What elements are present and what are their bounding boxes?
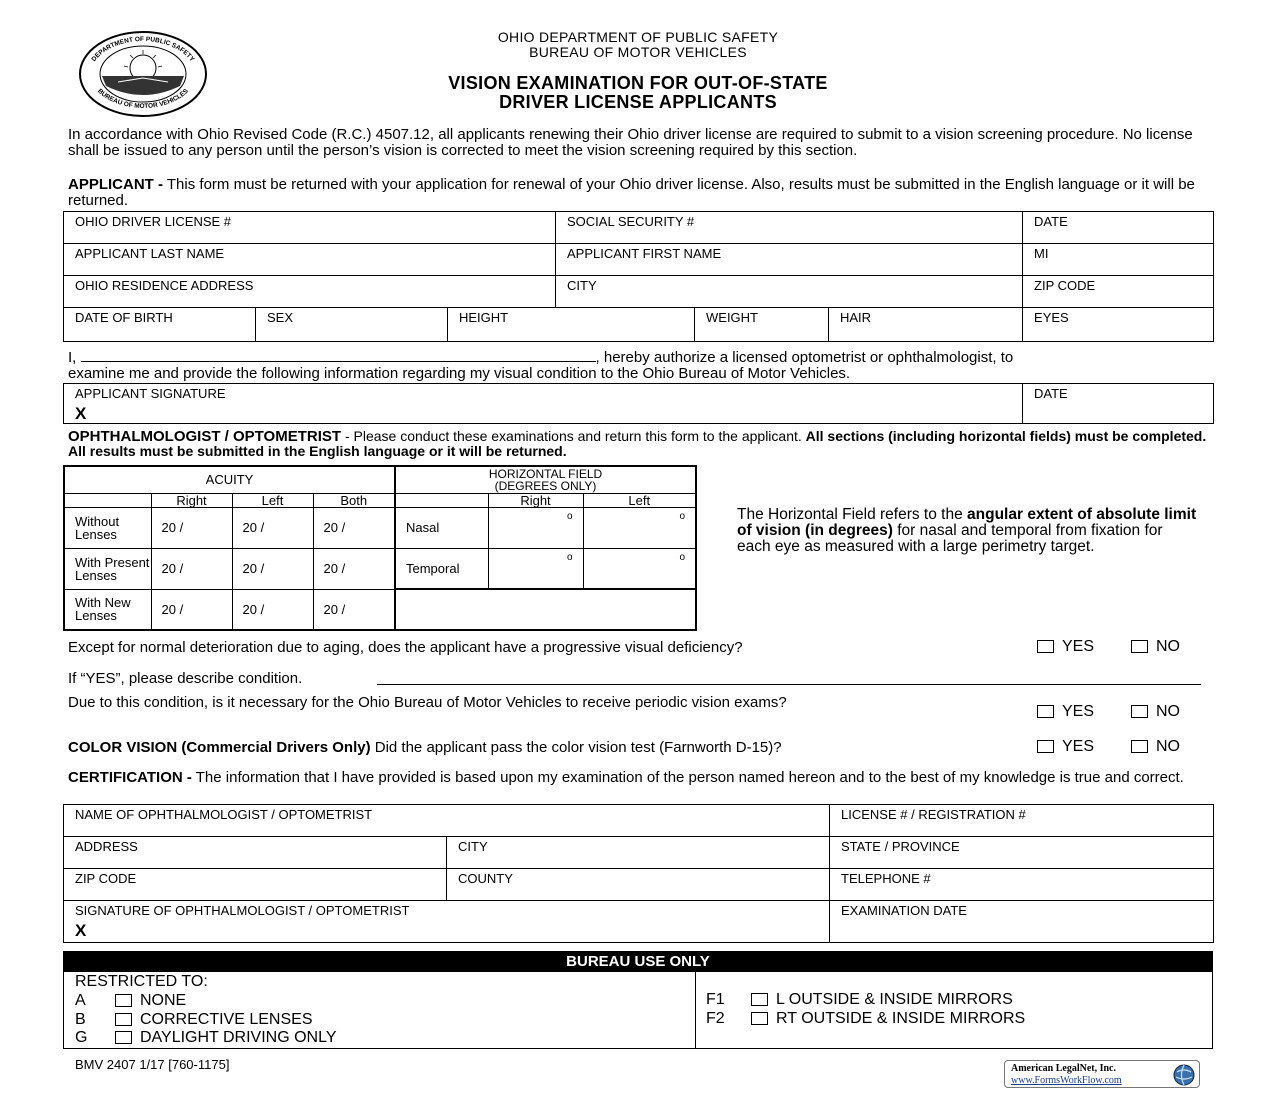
question-progressive: Except for normal deterioration due to aging, does the applicant have a progressive visual deficiency? bbox=[68, 639, 743, 656]
legalnet-name: American LegalNet, Inc. bbox=[1011, 1063, 1116, 1074]
restriction-f2-checkbox[interactable] bbox=[751, 1012, 768, 1025]
seal-bottom-text: BUREAU OF MOTOR VEHICLES bbox=[96, 87, 190, 111]
temporal-label: Temporal bbox=[395, 548, 488, 589]
degree-symbol: o bbox=[679, 551, 685, 563]
certification-text: The information that I have provided is based upon my examination of the person named hereon and to the best of my knowledge is true and correct. bbox=[191, 769, 1184, 786]
applicant-heading: APPLICANT - bbox=[68, 176, 163, 193]
q1-no-label: NO bbox=[1156, 638, 1180, 655]
doctor-name-field[interactable] bbox=[64, 805, 830, 837]
sex-field[interactable] bbox=[256, 308, 448, 342]
degree-symbol: o bbox=[566, 551, 573, 563]
question-periodic: Due to this condition, is it necessary for the Ohio Bureau of Motor Vehicles to receive periodic vision exams? bbox=[68, 694, 787, 711]
applicant-instructions bbox=[68, 177, 1208, 208]
doctor-phone-label: TELEPHONE # bbox=[841, 871, 931, 886]
doctor-signature-field[interactable] bbox=[64, 901, 830, 943]
hf-nasal-left[interactable] bbox=[583, 507, 696, 548]
restriction-daylight[interactable] bbox=[75, 1029, 336, 1047]
certification-table bbox=[63, 804, 1214, 943]
doctor-state-field[interactable] bbox=[830, 837, 1214, 869]
applicant-signature-field[interactable] bbox=[64, 384, 1023, 424]
q1-yes-checkbox[interactable] bbox=[1037, 640, 1054, 653]
authorize-line2: examine me and provide the following information regarding my visual condition to the Ohio Bureau of Motor Vehicles. bbox=[68, 365, 851, 382]
doctor-license-field[interactable] bbox=[830, 805, 1214, 837]
doctor-name-label: NAME OF OPHTHALMOLOGIST / OPTOMETRIST bbox=[75, 807, 373, 822]
restriction-corrective[interactable] bbox=[75, 1011, 312, 1029]
row-label-present-lenses: With Present Lenses bbox=[64, 548, 151, 589]
q1-no-option[interactable] bbox=[1131, 638, 1180, 656]
restriction-f1[interactable] bbox=[706, 991, 1013, 1009]
agency-header bbox=[388, 30, 888, 60]
degree-symbol: o bbox=[679, 510, 685, 522]
doctor-address-label: ADDRESS bbox=[75, 839, 138, 854]
first-name-label: APPLICANT FIRST NAME bbox=[567, 246, 722, 261]
restriction-f2[interactable] bbox=[706, 1010, 1025, 1028]
dob-label: DATE OF BIRTH bbox=[75, 310, 173, 325]
acuity-present-left[interactable]: 20 / bbox=[232, 548, 313, 589]
restriction-label: L OUTSIDE & INSIDE MIRRORS bbox=[776, 991, 1013, 1008]
applicant-signature-date-field[interactable] bbox=[1023, 384, 1214, 424]
legalnet-url: www.FormsWorkFlow.com bbox=[1011, 1075, 1122, 1086]
hair-label: HAIR bbox=[840, 310, 872, 325]
restriction-corrective-checkbox[interactable] bbox=[115, 1013, 132, 1026]
acuity-present-right[interactable]: 20 / bbox=[151, 548, 232, 589]
acuity-table bbox=[63, 465, 697, 631]
doctor-zip-label: ZIP CODE bbox=[75, 871, 137, 886]
applicant-signature-x: X bbox=[75, 404, 87, 423]
q1-yes-label: YES bbox=[1062, 638, 1095, 655]
eyes-field[interactable] bbox=[1023, 308, 1214, 342]
q1-yes-option[interactable] bbox=[1037, 638, 1094, 656]
describe-label: If “YES”, please describe condition. bbox=[68, 670, 303, 687]
restriction-code: B bbox=[75, 1011, 86, 1028]
hf-nasal-right[interactable] bbox=[488, 507, 583, 548]
question-color-vision bbox=[68, 739, 782, 756]
applicant-name-blank[interactable] bbox=[81, 349, 596, 362]
height-label: HEIGHT bbox=[459, 310, 509, 325]
applicant-signature-table bbox=[63, 383, 1214, 424]
restriction-code: F1 bbox=[706, 991, 725, 1008]
hf-temporal-left[interactable] bbox=[583, 548, 696, 589]
bureau-name: BUREAU OF MOTOR VEHICLES bbox=[529, 44, 747, 60]
weight-field[interactable] bbox=[695, 308, 829, 342]
restriction-code: A bbox=[75, 992, 86, 1009]
zip-field[interactable] bbox=[1023, 276, 1214, 308]
acuity-without-left[interactable]: 20 / bbox=[232, 507, 313, 548]
color-no-label: NO bbox=[1156, 738, 1180, 755]
acuity-without-both[interactable]: 20 / bbox=[313, 507, 395, 548]
sex-label: SEX bbox=[267, 310, 294, 325]
seal-top-text: DEPARTMENT OF PUBLIC SAFETY bbox=[90, 35, 196, 64]
first-name-field[interactable] bbox=[556, 244, 1023, 276]
restriction-label: NONE bbox=[140, 992, 187, 1009]
applicant-text: This form must be returned with your application for renewal of your Ohio driver license. Also, results must be submitted in the English language or it will be returned. bbox=[68, 176, 1195, 209]
doctor-city-field[interactable] bbox=[447, 837, 830, 869]
hf-right-header: Right bbox=[488, 493, 583, 507]
acuity-new-right[interactable]: 20 / bbox=[151, 589, 232, 630]
color-yes-label: YES bbox=[1062, 738, 1095, 755]
city-label: CITY bbox=[567, 278, 597, 293]
eyes-label: EYES bbox=[1034, 310, 1069, 325]
zip-label: ZIP CODE bbox=[1034, 278, 1096, 293]
exam-date-label: EXAMINATION DATE bbox=[841, 903, 967, 918]
ophth-text: - Please conduct these examinations and return this form to the applicant. bbox=[341, 428, 806, 444]
certification-heading: CERTIFICATION - bbox=[68, 769, 192, 786]
dept-name: OHIO DEPARTMENT OF PUBLIC SAFETY bbox=[497, 29, 779, 45]
restriction-f1-checkbox[interactable] bbox=[751, 993, 768, 1006]
hf-note bbox=[737, 507, 1197, 555]
acuity-present-both[interactable]: 20 / bbox=[313, 548, 395, 589]
restricted-label: RESTRICTED TO: bbox=[75, 973, 208, 990]
authorize-suffix: , hereby authorize a licensed optometrist or ophthalmologist, to bbox=[595, 349, 1014, 366]
city-field[interactable] bbox=[556, 276, 1023, 308]
authorize-prefix: I, bbox=[68, 349, 77, 366]
acuity-both-header: Both bbox=[313, 493, 395, 507]
row-label-new-lenses: With New Lenses bbox=[64, 589, 151, 630]
applicant-signature-label: APPLICANT SIGNATURE bbox=[75, 386, 226, 401]
color-yes-option[interactable] bbox=[1037, 738, 1094, 756]
q2-no-label: NO bbox=[1156, 703, 1180, 720]
row-label-without-lenses: Without Lenses bbox=[64, 507, 151, 548]
ophth-heading: OPHTHALMOLOGIST / OPTOMETRIST bbox=[68, 428, 342, 445]
globe-icon bbox=[1172, 1063, 1196, 1087]
ophth-bold-text: All sections (including horizontal fields) must be completed. All results must be submitted in the English language or it will be returned. bbox=[68, 428, 1207, 459]
license-label: OHIO DRIVER LICENSE # bbox=[75, 214, 232, 229]
q1-no-checkbox[interactable] bbox=[1131, 640, 1148, 653]
certification-paragraph bbox=[68, 770, 1208, 786]
doctor-county-label: COUNTY bbox=[458, 871, 513, 886]
address-field[interactable] bbox=[64, 276, 556, 308]
height-field[interactable] bbox=[448, 308, 695, 342]
restriction-none-checkbox[interactable] bbox=[115, 994, 132, 1007]
acuity-left-header: Left bbox=[232, 493, 313, 507]
degree-symbol: o bbox=[566, 510, 573, 522]
hf-note-b: angular extent of absolute limit of vision (in degrees) bbox=[737, 506, 1197, 539]
describe-line[interactable] bbox=[377, 684, 1201, 685]
nasal-label: Nasal bbox=[395, 507, 488, 548]
restriction-code: F2 bbox=[706, 1010, 725, 1027]
date-field[interactable] bbox=[1023, 212, 1214, 244]
doctor-zip-field[interactable] bbox=[64, 869, 447, 901]
color-no-option[interactable] bbox=[1131, 738, 1180, 756]
mi-field[interactable] bbox=[1023, 244, 1214, 276]
restriction-label: RT OUTSIDE & INSIDE MIRRORS bbox=[776, 1010, 1026, 1027]
hf-note-c: for nasal and temporal from fixation for each eye as measured with a large perimetry target. bbox=[737, 522, 1163, 555]
q2-yes-option[interactable] bbox=[1037, 703, 1094, 721]
q2-no-checkbox[interactable] bbox=[1131, 705, 1148, 718]
doctor-address-field[interactable] bbox=[64, 837, 447, 869]
hf-left-header: Left bbox=[583, 493, 696, 507]
doctor-city-label: CITY bbox=[458, 839, 488, 854]
legalnet-badge[interactable] bbox=[1004, 1060, 1200, 1088]
acuity-right-header: Right bbox=[151, 493, 232, 507]
q2-no-option[interactable] bbox=[1131, 703, 1180, 721]
mi-label: MI bbox=[1034, 246, 1049, 261]
applicant-signature-date-label: DATE bbox=[1034, 386, 1068, 401]
doctor-signature-label: SIGNATURE OF OPHTHALMOLOGIST / OPTOMETRIST bbox=[75, 903, 410, 918]
ssn-field[interactable] bbox=[556, 212, 1023, 244]
hf-temporal-right[interactable] bbox=[488, 548, 583, 589]
exam-date-field[interactable] bbox=[830, 901, 1214, 943]
license-field[interactable] bbox=[64, 212, 556, 244]
applicant-info-table bbox=[63, 211, 1214, 342]
form-title-line1: VISION EXAMINATION FOR OUT-OF-STATE bbox=[448, 73, 828, 93]
authorize-line1 bbox=[68, 349, 1013, 366]
hair-field[interactable] bbox=[829, 308, 1023, 342]
last-name-label: APPLICANT LAST NAME bbox=[75, 246, 225, 261]
color-yes-checkbox[interactable] bbox=[1037, 740, 1054, 753]
bureau-use-section bbox=[63, 951, 1213, 1049]
doctor-state-label: STATE / PROVINCE bbox=[841, 839, 960, 854]
color-vision-text: Did the applicant pass the color vision test (Farnworth D-15)? bbox=[370, 739, 782, 756]
date-label: DATE bbox=[1034, 214, 1068, 229]
ssn-label: SOCIAL SECURITY # bbox=[567, 214, 695, 229]
doctor-signature-x: X bbox=[75, 921, 87, 940]
dob-field[interactable] bbox=[64, 308, 256, 342]
form-number: BMV 2407 1/17 [760-1175] bbox=[75, 1057, 230, 1072]
restriction-none[interactable] bbox=[75, 992, 186, 1010]
acuity-new-left[interactable]: 20 / bbox=[232, 589, 313, 630]
restriction-code: G bbox=[75, 1029, 88, 1046]
form-title bbox=[288, 74, 988, 112]
doctor-license-label: LICENSE # / REGISTRATION # bbox=[841, 807, 1026, 822]
bureau-title: BUREAU USE ONLY bbox=[64, 952, 1212, 972]
doctor-county-field[interactable] bbox=[447, 869, 830, 901]
acuity-without-right[interactable]: 20 / bbox=[151, 507, 232, 548]
restriction-label: DAYLIGHT DRIVING ONLY bbox=[140, 1029, 337, 1046]
q2-yes-checkbox[interactable] bbox=[1037, 705, 1054, 718]
hf-note-a: The Horizontal Field refers to the bbox=[737, 506, 968, 523]
hf-title: HORIZONTAL FIELD (DEGREES ONLY) bbox=[395, 466, 696, 493]
ophth-instructions bbox=[68, 429, 1208, 459]
form-title-line2: DRIVER LICENSE APPLICANTS bbox=[499, 92, 777, 112]
doctor-phone-field[interactable] bbox=[830, 869, 1214, 901]
restriction-daylight-checkbox[interactable] bbox=[115, 1031, 132, 1044]
color-vision-heading: COLOR VISION (Commercial Drivers Only) bbox=[68, 739, 371, 756]
intro-paragraph: In accordance with Ohio Revised Code (R.C.) 4507.12, all applicants renewing their Ohio driver license are required to submit to a vision screening procedure. No license shall be issued to any person until the person’s vision is corrected to meet the vision screening required by this section. bbox=[68, 126, 1193, 159]
address-label: OHIO RESIDENCE ADDRESS bbox=[75, 278, 254, 293]
last-name-field[interactable] bbox=[64, 244, 556, 276]
acuity-title: ACUITY bbox=[64, 466, 395, 493]
weight-label: WEIGHT bbox=[706, 310, 758, 325]
ohio-bmv-seal bbox=[78, 30, 208, 118]
acuity-new-both[interactable]: 20 / bbox=[313, 589, 395, 630]
color-no-checkbox[interactable] bbox=[1131, 740, 1148, 753]
q2-yes-label: YES bbox=[1062, 703, 1095, 720]
restriction-label: CORRECTIVE LENSES bbox=[140, 1011, 313, 1028]
